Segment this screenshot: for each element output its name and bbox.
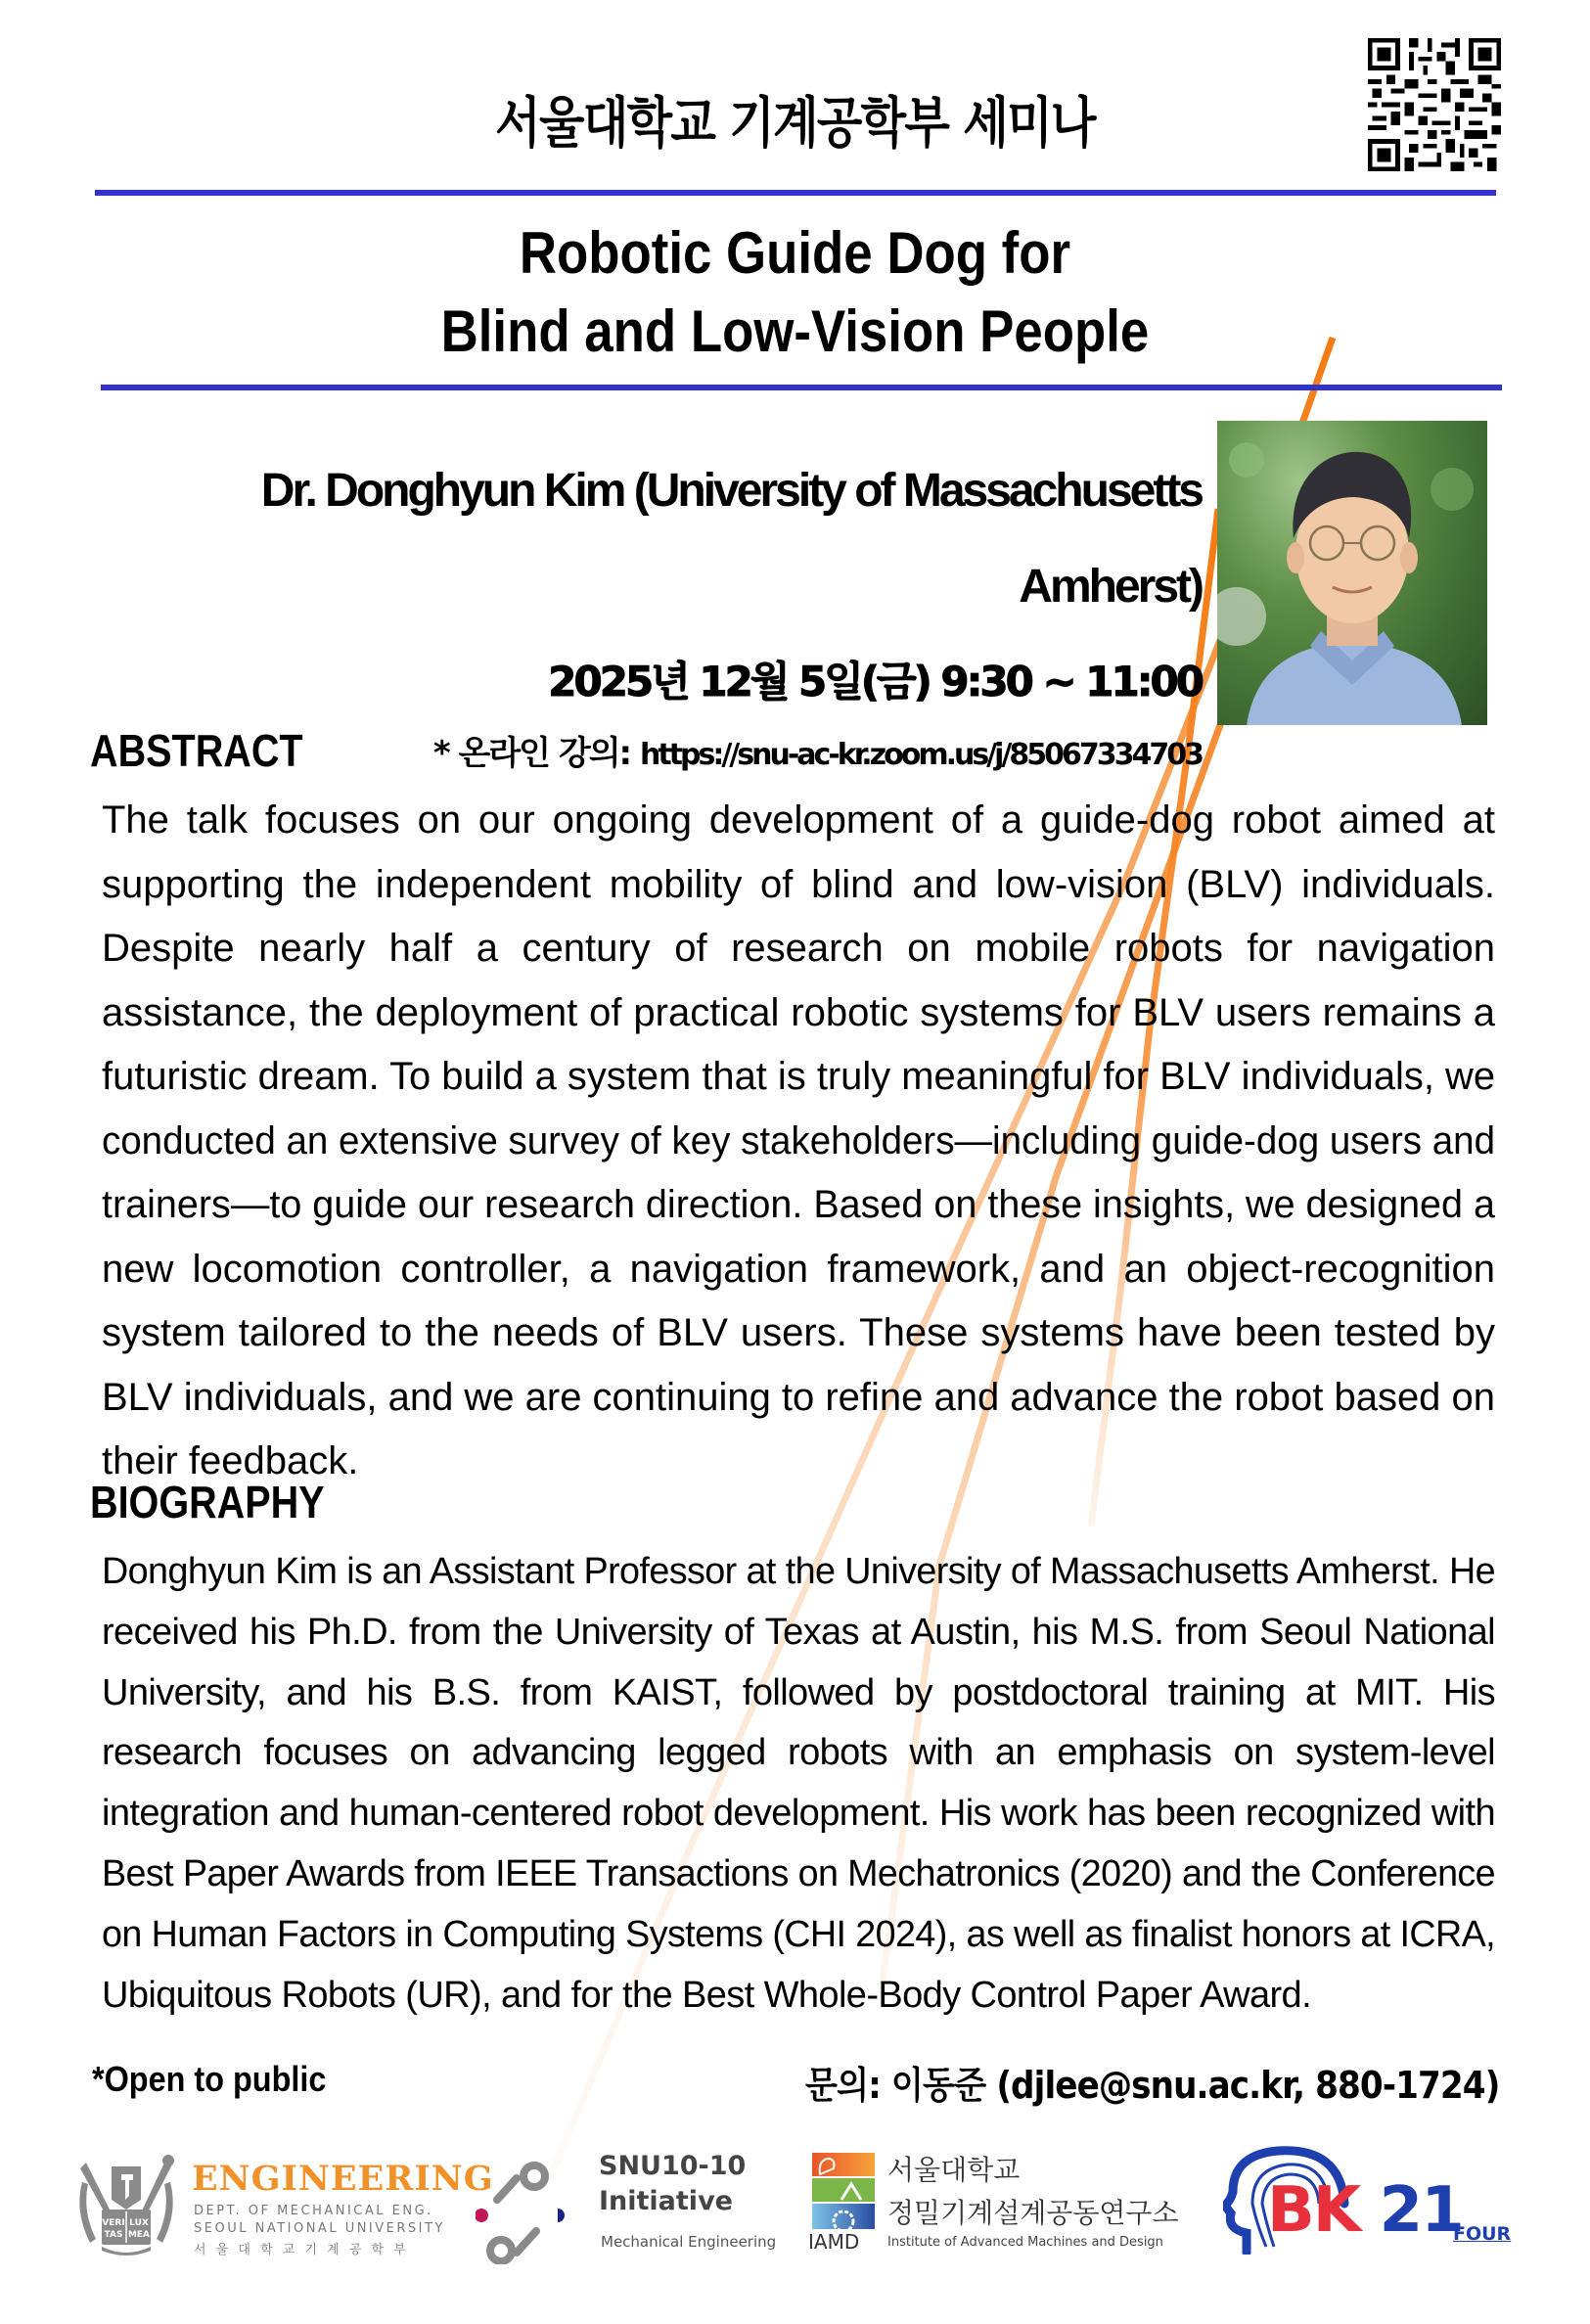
engineering-logo-korean: 서 울 대 학 교 기 계 공 학 부	[194, 2243, 409, 2257]
seal-text: VERI	[102, 2218, 125, 2228]
bk21-number: 21	[1379, 2174, 1463, 2247]
abstract-line: system tailored to the needs of BLV users. These systems have been tested by	[102, 1311, 1495, 1354]
divider-top	[95, 190, 1496, 196]
qr-code[interactable]	[1368, 35, 1501, 174]
iamd-english-name: Institute of Advanced Machines and Design	[887, 2235, 1163, 2250]
abstract-line: futuristic dream. To build a system that is truly meaningful for BLV individuals, we	[102, 1055, 1495, 1098]
biography-line: University, and his B.S. from KAIST, followed by postdoctoral training at MIT. His	[102, 1671, 1495, 1713]
biography-line: research focuses on advancing legged robots with an emphasis on system-level	[102, 1732, 1495, 1774]
abstract-line: assistance, the deployment of practical robotic systems for BLV users remains a	[102, 990, 1495, 1034]
biography-line: received his Ph.D. from the University of Texas at Austin, his M.S. from Seoul National	[102, 1611, 1495, 1653]
bk21-bk: BK	[1267, 2174, 1360, 2247]
zoom-link[interactable]: https://snu-ac-kr.zoom.us/j/85067334703	[639, 738, 1202, 772]
biography-line: integration and human-centered robot development. His work has been recognized with	[102, 1793, 1495, 1835]
abstract-line: supporting the independent mobility of blind and low-vision (BLV) individuals.	[102, 862, 1495, 906]
abstract-line: new locomotion controller, a navigation framework, and an object-recognition	[102, 1247, 1495, 1291]
speaker-name-line-2: Amherst)	[1019, 561, 1202, 613]
biography-line: on Human Factors in Computing Systems (CHI 2024), as well as finalist honors at ICRA,	[102, 1913, 1495, 1955]
snu1010-line-1: SNU10-10	[599, 2151, 747, 2181]
bk21-logo-text	[1267, 2176, 1463, 2245]
snu1010-logo-text	[599, 2149, 746, 2219]
online-lecture-label: * 온라인 강의:	[432, 734, 640, 773]
biography-line: Donghyun Kim is an Assistant Professor at the University of Massachusetts Amherst. He	[102, 1551, 1495, 1592]
snu-seal-logo	[72, 2153, 180, 2258]
contact-info[interactable]: 문의: 이동준 (djlee@snu.ac.kr, 880-1724)	[804, 2064, 1499, 2107]
biography-heading: BIOGRAPHY	[90, 1477, 325, 1527]
biography-line: Best Paper Awards from IEEE Transactions on Mechatronics (2020) and the Conference	[102, 1852, 1495, 1894]
abstract-line: The talk focuses on our ongoing development of a guide-dog robot aimed at	[102, 798, 1495, 842]
abstract-line: BLV individuals, and we are continuing to refine and advance the robot based on	[102, 1375, 1495, 1419]
abstract-line: their feedback.	[102, 1439, 359, 1482]
open-to-public-note: *Open to public	[92, 2059, 327, 2099]
speaker-name-line-1: Dr. Donghyun Kim (University of Massachusetts	[260, 465, 1202, 517]
online-lecture-info	[433, 726, 1202, 774]
seal-text: MEA	[127, 2230, 151, 2240]
bk21-four: FOUR	[1453, 2223, 1512, 2245]
engineering-logo-university: SEOUL NATIONAL UNIVERSITY	[194, 2221, 445, 2236]
abstract-line: trainers—to guide our research direction. Based on these insights, we designed a	[102, 1183, 1495, 1226]
abstract-heading: ABSTRACT	[90, 725, 303, 776]
abstract-line: Despite nearly half a century of research on mobile robots for navigation	[102, 927, 1495, 970]
snu1010-subtitle: Mechanical Engineering	[601, 2233, 777, 2251]
iamd-korean-institute: 정밀기계설계공동연구소	[887, 2197, 1179, 2229]
talk-title-line-1: Robotic Guide Dog for	[519, 220, 1071, 286]
abstract-body	[102, 789, 1495, 1494]
engineering-logo-word: ENGINEERING	[192, 2159, 494, 2199]
seal-text: TAS	[104, 2230, 123, 2240]
iamd-korean-university: 서울대학교	[887, 2154, 1021, 2186]
biography-body	[102, 1542, 1495, 2026]
iamd-abbreviation: IAMD	[808, 2230, 860, 2254]
divider-title	[101, 385, 1502, 390]
engineering-logo-dept: DEPT. OF MECHANICAL ENG.	[194, 2204, 433, 2218]
seal-text: LUX	[129, 2218, 149, 2228]
seminar-series-title: 서울대학교 기계공학부 세미나	[495, 92, 1095, 156]
iamd-emblem-logo	[812, 2153, 875, 2231]
sponsor-logos	[0, 2143, 1590, 2270]
biography-line: Ubiquitous Robots (UR), and for the Best Whole-Body Control Paper Award.	[102, 1974, 1312, 2016]
snu1010-symbol-logo	[476, 2157, 573, 2264]
speaker-photo	[1217, 421, 1487, 725]
snu1010-line-2: Initiative	[599, 2186, 733, 2216]
abstract-line: conducted an extensive survey of key stakeholders—including guide-dog users and	[102, 1118, 1495, 1162]
seminar-datetime: 2025년 12월 5일(금) 9:30 ~ 11:00	[548, 658, 1202, 706]
talk-title-line-2: Blind and Low-Vision People	[440, 298, 1150, 364]
